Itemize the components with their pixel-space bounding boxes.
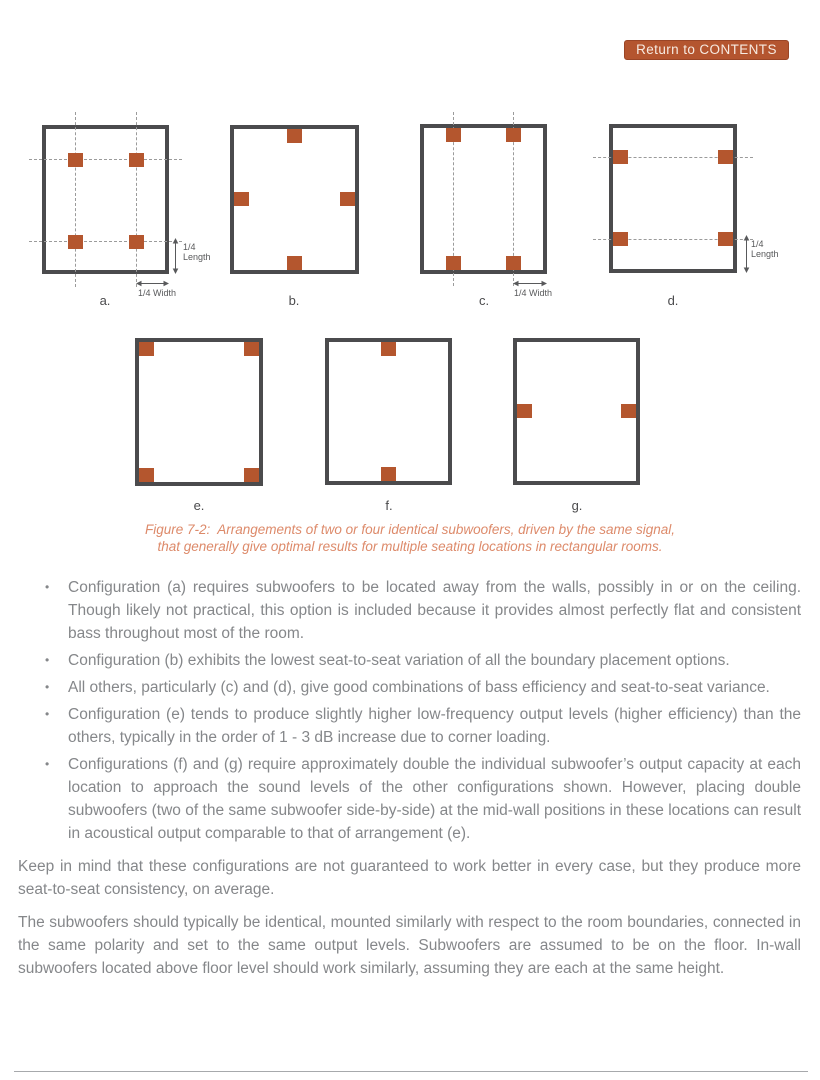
room-diagram-e (135, 338, 263, 486)
subwoofer-marker (287, 129, 302, 143)
subwoofer-marker (244, 342, 259, 356)
room-diagram-b (230, 125, 359, 274)
room-diagram-d (609, 124, 779, 273)
quarter-length-label: 1/4 Length (183, 242, 211, 262)
subwoofer-marker (68, 153, 83, 167)
paragraph: The subwoofers should typically be identical, mounted similarly with respect to the room boundaries, connected in the same polarity and set to the same output levels. Subwoofers are assumed to be on the floor. In-wall subwoofers located above floor level should work similarly, assuming they are each at the same height. (18, 914, 801, 977)
room-diagram-a (42, 125, 211, 298)
subwoofer-marker (506, 128, 521, 142)
room-diagram-f (325, 338, 452, 485)
bullet-item (18, 649, 801, 672)
figure-caption-line2: that generally give optimal results for multiple seating locations in rectangular rooms. (157, 538, 663, 554)
subwoofer-marker (129, 235, 144, 249)
bullet-marker: • (45, 653, 50, 667)
figure-caption-line1: Figure 7-2: Arrangements of two or four identical subwoofers, driven by the same signal, (144, 522, 675, 537)
diagram-label-f: f. (385, 498, 393, 513)
diagram-label-b: b. (288, 293, 300, 308)
quarter-width-arrow-icon (513, 279, 547, 288)
subwoofer-marker (446, 128, 461, 142)
return-to-contents-button[interactable]: Return to CONTENTS (624, 40, 789, 60)
quarter-width-label: 1/4 Width (513, 288, 553, 298)
diagram-label-e: e. (193, 498, 205, 513)
subwoofer-marker (506, 256, 521, 270)
quarter-width-arrow-icon (136, 279, 169, 288)
subwoofer-marker (234, 192, 249, 206)
quarter-width-label: 1/4 Width (137, 288, 177, 298)
room-diagram-c (420, 124, 553, 298)
subwoofer-marker (244, 468, 259, 482)
quarter-length-arrow-icon (742, 235, 751, 273)
dashed-guide-line (29, 241, 182, 242)
bullet-marker: • (45, 680, 50, 694)
bullet-text: Configuration (a) requires subwoofers to be located away from the walls, possibly in or on the ceiling. Though likely not practical, this option is included because it provides almost perfectly flat and consistent bass throughout most of the room. (68, 579, 801, 642)
subwoofer-marker (68, 235, 83, 249)
diagram-label-g: g. (571, 498, 583, 513)
subwoofer-marker (718, 232, 733, 246)
bottom-divider (14, 1071, 808, 1072)
body-text (18, 576, 801, 980)
subwoofer-marker (139, 468, 154, 482)
subwoofer-marker (718, 150, 733, 164)
quarter-length-arrow-icon (171, 238, 180, 274)
bullet-text: All others, particularly (c) and (d), give good combinations of bass efficiency and seat-to-seat variance. (68, 679, 770, 696)
bullet-item (18, 753, 801, 845)
subwoofer-marker (381, 342, 396, 356)
bullet-text: Configuration (e) tends to produce slightly higher low-frequency output levels (higher efficiency) than the others, typically in the order of 1 - 3 dB increase due to corner loading. (68, 706, 801, 746)
diagram-label-c: c. (478, 293, 490, 308)
bullet-text: Configurations (f) and (g) require approximately double the individual subwoofer’s output capacity at each location to approach the sound levels of the other configurations shown. However, placing double subwoofers (two of the same subwoofer side-by-side) at the mid-wall positions in these locations can result in acoustical output comparable to that of arrangement (e). (68, 756, 801, 842)
subwoofer-marker (621, 404, 636, 418)
quarter-length-label: 1/4 Length (751, 239, 779, 259)
subwoofer-marker (129, 153, 144, 167)
bullet-item (18, 676, 801, 699)
bullet-item (18, 576, 801, 645)
subwoofer-marker (517, 404, 532, 418)
bullet-marker: • (45, 707, 50, 721)
bullet-marker: • (45, 757, 50, 771)
subwoofer-marker (139, 342, 154, 356)
bullet-marker: • (45, 580, 50, 594)
dashed-guide-line (136, 112, 137, 287)
dashed-guide-line (29, 159, 182, 160)
bullet-list (18, 576, 801, 845)
figure-caption (0, 522, 820, 555)
bullet-text: Configuration (b) exhibits the lowest seat-to-seat variation of all the boundary placement options. (68, 652, 730, 669)
subwoofer-marker (340, 192, 355, 206)
paragraph: Keep in mind that these configurations are not guaranteed to work better in every case, but they produce more seat-to-seat consistency, on average. (18, 858, 801, 898)
diagram-label-a: a. (99, 293, 111, 308)
subwoofer-marker (613, 150, 628, 164)
subwoofer-marker (613, 232, 628, 246)
bullet-item (18, 703, 801, 749)
subwoofer-marker (446, 256, 461, 270)
subwoofer-marker (287, 256, 302, 270)
room-diagram-g (513, 338, 640, 485)
diagram-label-d: d. (667, 293, 679, 308)
dashed-guide-line (75, 112, 76, 287)
subwoofer-marker (381, 467, 396, 481)
